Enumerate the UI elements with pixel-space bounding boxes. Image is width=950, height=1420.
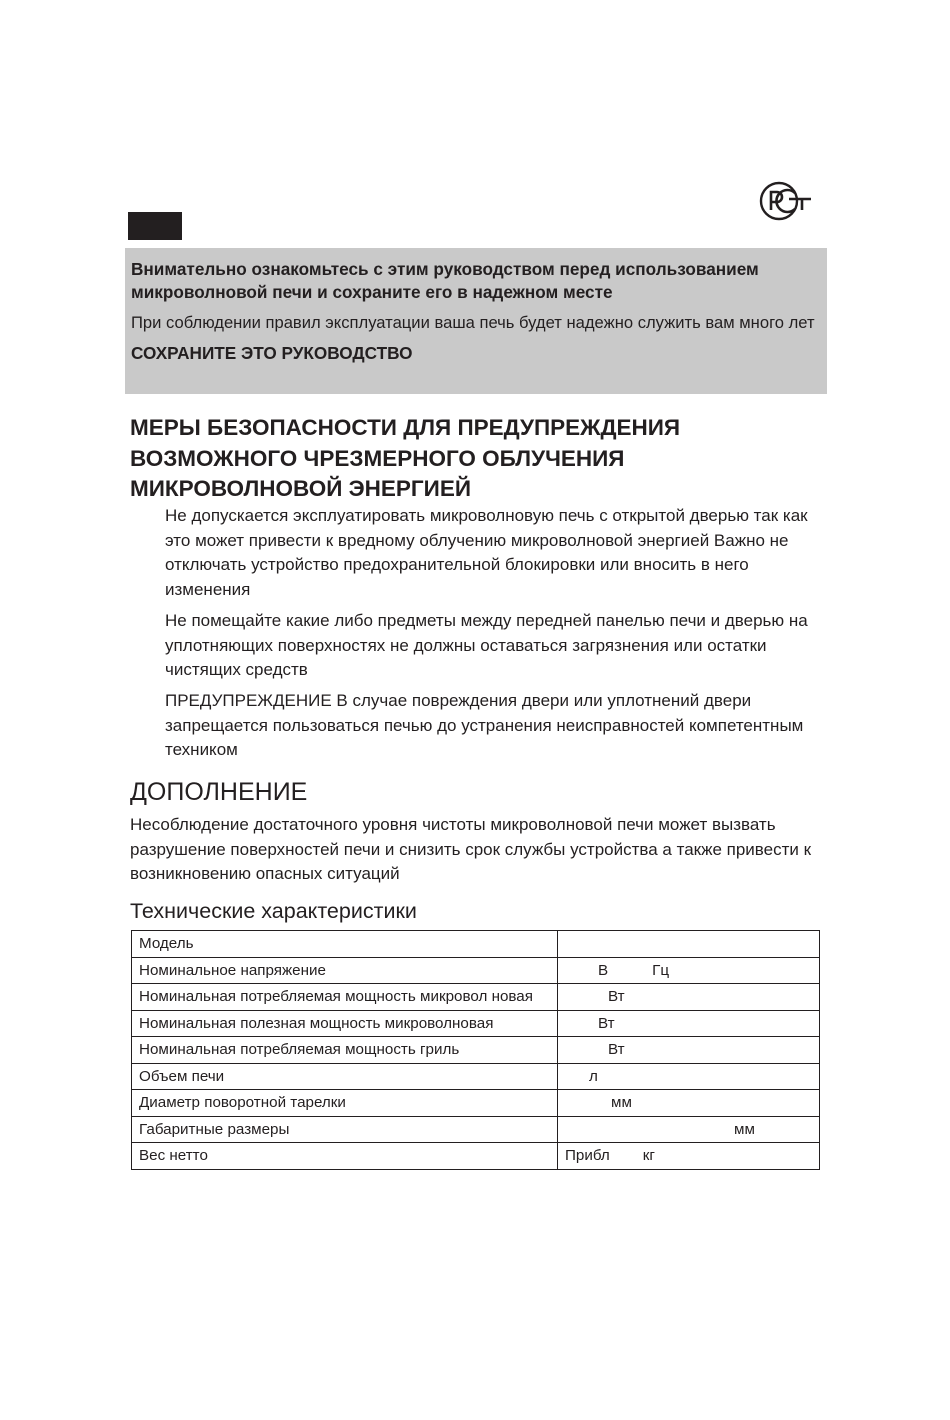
spec-value bbox=[558, 931, 820, 958]
spec-unit: В bbox=[598, 961, 609, 979]
safety-item: Не помещайте какие либо предметы между передней панелью печи и дверью на уплотняющих поверхностях не должны оставаться загрязнения или остатки чистящих средств bbox=[165, 610, 808, 680]
specs-title: Технические характеристики bbox=[130, 899, 417, 923]
table-row bbox=[132, 984, 820, 1011]
specs-table bbox=[131, 930, 820, 1170]
notice-bold-text: Внимательно ознакомьтесь с этим руководством перед использованием микроволновой печи и сохраните его в надежном месте bbox=[131, 259, 759, 302]
pct-certification-mark-icon bbox=[758, 180, 812, 222]
addendum-title: ДОПОЛНЕНИЕ bbox=[130, 778, 308, 806]
spec-value bbox=[558, 1143, 820, 1170]
safety-title: МЕРЫ БЕЗОПАСНОСТИ ДЛЯ ПРЕДУПРЕЖДЕНИЯ ВОЗМОЖНОГО ЧРЕЗМЕРНОГО ОБЛУЧЕНИЯ МИКРОВОЛНОВОЙ ЭНЕРГИЕЙ bbox=[130, 415, 681, 501]
spec-value bbox=[558, 984, 820, 1011]
spec-value bbox=[558, 1090, 820, 1117]
spec-unit: Вт bbox=[608, 988, 625, 1005]
spec-unit: мм bbox=[611, 1094, 632, 1111]
table-row bbox=[132, 931, 820, 958]
spec-label: Номинальная полезная мощность микроволновая bbox=[132, 1010, 558, 1037]
table-row bbox=[132, 1090, 820, 1117]
spec-value bbox=[558, 1063, 820, 1090]
spec-label: Номинальное напряжение bbox=[132, 957, 558, 984]
notice-box bbox=[125, 248, 827, 394]
safety-list bbox=[165, 504, 825, 769]
table-row bbox=[132, 1143, 820, 1170]
spec-unit: Прибл bbox=[565, 1147, 610, 1164]
spec-label: Модель bbox=[132, 931, 558, 958]
spec-unit: Вт bbox=[608, 1041, 625, 1058]
spec-label: Диаметр поворотной тарелки bbox=[132, 1090, 558, 1117]
notice-text: При соблюдении правил эксплуатации ваша печь будет надежно служить вам много лет bbox=[131, 313, 815, 332]
table-row bbox=[132, 1037, 820, 1064]
spec-value bbox=[558, 1010, 820, 1037]
spec-unit: мм bbox=[734, 1120, 755, 1138]
spec-label: Объем печи bbox=[132, 1063, 558, 1090]
spec-value bbox=[558, 1116, 820, 1143]
spec-unit: Гц bbox=[652, 961, 670, 979]
table-row bbox=[132, 1010, 820, 1037]
spec-label: Номинальная потребляемая мощность гриль bbox=[132, 1037, 558, 1064]
spec-label: Габаритные размеры bbox=[132, 1116, 558, 1143]
spec-unit: Вт bbox=[598, 1014, 615, 1032]
table-row bbox=[132, 1116, 820, 1143]
spec-label: Номинальная потребляемая мощность микровол новая bbox=[132, 984, 558, 1011]
notice-save-text: СОХРАНИТЕ ЭТО РУКОВОДСТВО bbox=[131, 343, 413, 363]
spec-unit: л bbox=[589, 1067, 598, 1085]
spec-value bbox=[558, 1037, 820, 1064]
table-row bbox=[132, 957, 820, 984]
safety-item: ПРЕДУПРЕЖДЕНИЕ В случае повреждения двери или уплотнений двери запрещается пользоваться печью до устранения неисправностей компетентным техником bbox=[165, 690, 804, 760]
table-row bbox=[132, 1063, 820, 1090]
spec-value bbox=[558, 957, 820, 984]
spec-label: Вес нетто bbox=[132, 1143, 558, 1170]
language-tab-marker bbox=[128, 212, 182, 240]
addendum-text: Несоблюдение достаточного уровня чистоты микроволновой печи может вызвать разрушение поверхностей печи и снизить срок службы устройства а также привести к возникновению опасных ситуаций bbox=[130, 815, 812, 883]
safety-item: Не допускается эксплуатировать микроволновую печь с открытой дверью так как это может привести к вредному облучению микроволновой энергией Важно не отключать устройство предохранительной блокировки или вносить в него изменения bbox=[165, 506, 808, 600]
spec-unit: кг bbox=[642, 1147, 655, 1164]
